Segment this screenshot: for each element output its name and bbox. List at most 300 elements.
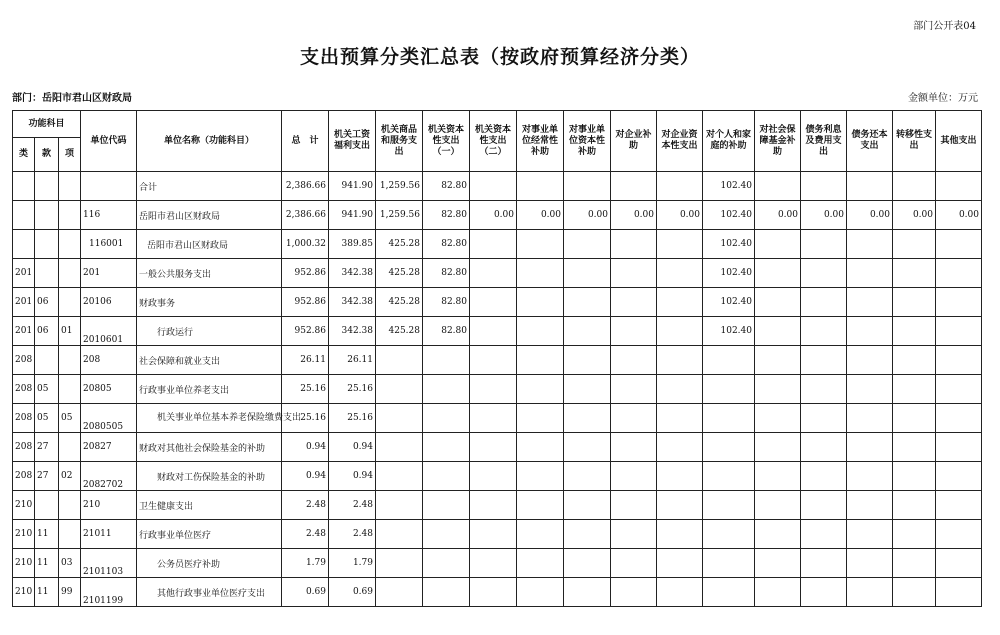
cell-xiang: 01 <box>59 317 81 346</box>
cell-col-12 <box>847 433 893 462</box>
cell-kuan <box>35 201 59 230</box>
header-func-subject: 功能科目 <box>13 111 81 138</box>
cell-unit-name: 财政事务 <box>137 288 282 317</box>
cell-col-3 <box>423 578 470 607</box>
cell-col-14 <box>936 462 982 491</box>
cell-col-9 <box>703 404 755 433</box>
cell-col-11 <box>801 230 847 259</box>
cell-col-2 <box>376 491 423 520</box>
cell-col-6: 0.00 <box>564 201 611 230</box>
cell-unit-name: 财政对工伤保险基金的补助 <box>137 462 282 491</box>
header-col-11: 债务利息及费用支出 <box>801 111 847 172</box>
cell-col-7 <box>611 346 657 375</box>
cell-lei: 208 <box>13 375 35 404</box>
cell-col-12 <box>847 259 893 288</box>
cell-col-6 <box>564 520 611 549</box>
cell-col-7 <box>611 549 657 578</box>
cell-col-4 <box>470 549 517 578</box>
cell-unit-code: 2101103 <box>81 549 137 578</box>
cell-col-13 <box>893 491 936 520</box>
cell-col-11 <box>801 549 847 578</box>
cell-col-13 <box>893 578 936 607</box>
cell-col-12 <box>847 317 893 346</box>
cell-total: 0.94 <box>282 433 329 462</box>
table-row <box>13 172 982 201</box>
cell-col-10 <box>755 317 801 346</box>
table-row <box>13 317 982 346</box>
cell-col-1: 2.48 <box>329 491 376 520</box>
cell-lei: 210 <box>13 491 35 520</box>
cell-col-11 <box>801 172 847 201</box>
department-label: 部门：岳阳市君山区财政局 <box>12 93 132 104</box>
cell-col-9 <box>703 578 755 607</box>
cell-col-2: 425.28 <box>376 230 423 259</box>
cell-col-2: 425.28 <box>376 288 423 317</box>
cell-col-5 <box>517 520 564 549</box>
cell-col-9: 102.40 <box>703 288 755 317</box>
cell-col-5 <box>517 462 564 491</box>
header-col-14: 其他支出 <box>936 111 982 172</box>
cell-col-1: 342.38 <box>329 259 376 288</box>
header-unit-code: 单位代码 <box>81 111 137 172</box>
cell-kuan <box>35 259 59 288</box>
cell-col-7: 0.00 <box>611 201 657 230</box>
cell-col-13 <box>893 549 936 578</box>
cell-col-14 <box>936 549 982 578</box>
cell-col-6 <box>564 172 611 201</box>
cell-col-4 <box>470 433 517 462</box>
cell-unit-code: 2010601 <box>81 317 137 346</box>
cell-col-6 <box>564 346 611 375</box>
cell-col-3: 82.80 <box>423 288 470 317</box>
cell-kuan: 11 <box>35 578 59 607</box>
header-col-6: 对事业单位资本性补助 <box>564 111 611 172</box>
cell-col-6 <box>564 259 611 288</box>
cell-col-1: 2.48 <box>329 520 376 549</box>
budget-table <box>12 110 982 607</box>
cell-col-6 <box>564 462 611 491</box>
cell-col-7 <box>611 491 657 520</box>
cell-xiang <box>59 491 81 520</box>
cell-xiang <box>59 288 81 317</box>
cell-lei: 210 <box>13 549 35 578</box>
page-title: 支出预算分类汇总表（按政府预算经济分类） <box>299 46 700 68</box>
cell-col-5 <box>517 230 564 259</box>
cell-col-6 <box>564 433 611 462</box>
header-col-4: 机关资本性支出（二） <box>470 111 517 172</box>
cell-col-10 <box>755 520 801 549</box>
cell-lei: 208 <box>13 404 35 433</box>
cell-unit-name: 社会保障和就业支出 <box>137 346 282 375</box>
cell-col-11 <box>801 346 847 375</box>
cell-col-14 <box>936 172 982 201</box>
header-col-10: 对社会保障基金补助 <box>755 111 801 172</box>
cell-col-4 <box>470 317 517 346</box>
cell-kuan <box>35 346 59 375</box>
cell-col-12: 0.00 <box>847 201 893 230</box>
cell-col-6 <box>564 578 611 607</box>
cell-unit-name: 合计 <box>137 172 282 201</box>
header-col-13: 转移性支出 <box>893 111 936 172</box>
header-kuan: 款 <box>35 138 59 172</box>
cell-col-12 <box>847 346 893 375</box>
cell-total: 952.86 <box>282 317 329 346</box>
cell-lei: 208 <box>13 433 35 462</box>
cell-col-1: 389.85 <box>329 230 376 259</box>
cell-col-9 <box>703 375 755 404</box>
cell-col-9 <box>703 346 755 375</box>
cell-col-1: 25.16 <box>329 375 376 404</box>
cell-col-13 <box>893 462 936 491</box>
cell-unit-name: 财政对其他社会保险基金的补助 <box>137 433 282 462</box>
cell-col-10 <box>755 549 801 578</box>
cell-col-11 <box>801 288 847 317</box>
cell-total: 0.94 <box>282 462 329 491</box>
cell-col-3 <box>423 462 470 491</box>
cell-col-4 <box>470 346 517 375</box>
cell-col-9: 102.40 <box>703 317 755 346</box>
cell-col-13: 0.00 <box>893 201 936 230</box>
cell-col-10 <box>755 288 801 317</box>
table-row <box>13 433 982 462</box>
cell-col-1: 342.38 <box>329 288 376 317</box>
cell-col-6 <box>564 375 611 404</box>
cell-col-10 <box>755 578 801 607</box>
cell-col-14 <box>936 433 982 462</box>
cell-col-1: 0.69 <box>329 578 376 607</box>
cell-col-9: 102.40 <box>703 201 755 230</box>
cell-col-4 <box>470 404 517 433</box>
cell-col-3: 82.80 <box>423 259 470 288</box>
cell-total: 952.86 <box>282 288 329 317</box>
cell-lei <box>13 201 35 230</box>
cell-total: 2.48 <box>282 491 329 520</box>
cell-col-4 <box>470 259 517 288</box>
cell-col-3 <box>423 549 470 578</box>
cell-col-13 <box>893 259 936 288</box>
header-col-2: 机关商品和服务支出 <box>376 111 423 172</box>
header-col-5: 对事业单位经常性补助 <box>517 111 564 172</box>
header-col-7: 对企业补助 <box>611 111 657 172</box>
cell-lei: 210 <box>13 578 35 607</box>
cell-col-7 <box>611 520 657 549</box>
header-xiang: 项 <box>59 138 81 172</box>
cell-col-3: 82.80 <box>423 230 470 259</box>
cell-xiang <box>59 346 81 375</box>
cell-col-9 <box>703 433 755 462</box>
cell-unit-name: 一般公共服务支出 <box>137 259 282 288</box>
cell-total: 0.69 <box>282 578 329 607</box>
cell-xiang <box>59 230 81 259</box>
cell-lei: 208 <box>13 346 35 375</box>
cell-col-13 <box>893 375 936 404</box>
cell-col-3 <box>423 520 470 549</box>
cell-col-5 <box>517 578 564 607</box>
cell-unit-name: 卫生健康支出 <box>137 491 282 520</box>
cell-col-11 <box>801 375 847 404</box>
form-number: 部门公开表04 <box>913 21 976 32</box>
cell-unit-name: 行政事业单位医疗 <box>137 520 282 549</box>
cell-col-9: 102.40 <box>703 172 755 201</box>
cell-col-4 <box>470 491 517 520</box>
cell-col-14 <box>936 404 982 433</box>
cell-col-14 <box>936 375 982 404</box>
cell-col-8 <box>657 549 703 578</box>
cell-xiang <box>59 201 81 230</box>
table-row <box>13 491 982 520</box>
cell-col-11 <box>801 491 847 520</box>
cell-total: 1,000.32 <box>282 230 329 259</box>
cell-col-1: 26.11 <box>329 346 376 375</box>
header-lei: 类 <box>13 138 35 172</box>
cell-col-7 <box>611 462 657 491</box>
cell-total: 26.11 <box>282 346 329 375</box>
cell-unit-name: 公务员医疗补助 <box>137 549 282 578</box>
cell-col-2: 425.28 <box>376 317 423 346</box>
cell-col-7 <box>611 288 657 317</box>
cell-kuan: 27 <box>35 433 59 462</box>
cell-col-5 <box>517 346 564 375</box>
header-col-3: 机关资本性支出（一） <box>423 111 470 172</box>
cell-col-6 <box>564 317 611 346</box>
cell-col-10 <box>755 230 801 259</box>
cell-unit-code: 2101199 <box>81 578 137 607</box>
cell-col-14 <box>936 491 982 520</box>
cell-col-2 <box>376 404 423 433</box>
cell-col-8 <box>657 317 703 346</box>
cell-col-12 <box>847 404 893 433</box>
cell-col-2 <box>376 462 423 491</box>
cell-total: 2,386.66 <box>282 201 329 230</box>
cell-col-11 <box>801 578 847 607</box>
header-col-8: 对企业资本性支出 <box>657 111 703 172</box>
cell-total: 2,386.66 <box>282 172 329 201</box>
cell-col-7 <box>611 375 657 404</box>
table-row <box>13 259 982 288</box>
table-row <box>13 520 982 549</box>
cell-col-7 <box>611 404 657 433</box>
cell-col-3: 82.80 <box>423 201 470 230</box>
cell-col-8 <box>657 288 703 317</box>
cell-col-5 <box>517 404 564 433</box>
cell-col-7 <box>611 433 657 462</box>
cell-col-4 <box>470 375 517 404</box>
cell-kuan: 06 <box>35 288 59 317</box>
cell-col-8 <box>657 462 703 491</box>
cell-col-13 <box>893 433 936 462</box>
cell-unit-code: 20827 <box>81 433 137 462</box>
cell-kuan: 05 <box>35 404 59 433</box>
cell-unit-code: 21011 <box>81 520 137 549</box>
cell-col-5 <box>517 549 564 578</box>
cell-col-9 <box>703 520 755 549</box>
cell-col-11 <box>801 462 847 491</box>
cell-col-6 <box>564 404 611 433</box>
cell-unit-name: 其他行政事业单位医疗支出 <box>137 578 282 607</box>
cell-col-1: 342.38 <box>329 317 376 346</box>
table-row <box>13 346 982 375</box>
cell-col-9 <box>703 462 755 491</box>
cell-xiang <box>59 172 81 201</box>
cell-xiang: 05 <box>59 404 81 433</box>
cell-col-4: 0.00 <box>470 201 517 230</box>
cell-total: 952.86 <box>282 259 329 288</box>
cell-col-8 <box>657 346 703 375</box>
cell-kuan: 11 <box>35 549 59 578</box>
cell-col-11 <box>801 259 847 288</box>
cell-col-2 <box>376 520 423 549</box>
table-row <box>13 549 982 578</box>
cell-col-12 <box>847 549 893 578</box>
cell-col-13 <box>893 230 936 259</box>
cell-lei: 201 <box>13 288 35 317</box>
cell-xiang <box>59 259 81 288</box>
cell-kuan: 11 <box>35 520 59 549</box>
cell-xiang <box>59 433 81 462</box>
cell-col-2: 1,259.56 <box>376 201 423 230</box>
cell-total: 25.16 <box>282 375 329 404</box>
table-row <box>13 230 982 259</box>
cell-xiang: 99 <box>59 578 81 607</box>
cell-col-11 <box>801 317 847 346</box>
cell-col-8: 0.00 <box>657 201 703 230</box>
header-total: 总 计 <box>282 111 329 172</box>
cell-col-7 <box>611 578 657 607</box>
cell-xiang <box>59 375 81 404</box>
cell-total: 1.79 <box>282 549 329 578</box>
cell-col-7 <box>611 172 657 201</box>
cell-col-9: 102.40 <box>703 259 755 288</box>
cell-col-6 <box>564 230 611 259</box>
cell-col-5 <box>517 375 564 404</box>
table-row <box>13 201 982 230</box>
cell-unit-name: 机关事业单位基本养老保险缴费支出 <box>137 404 282 433</box>
cell-col-6 <box>564 288 611 317</box>
cell-col-4 <box>470 230 517 259</box>
cell-col-12 <box>847 520 893 549</box>
cell-col-8 <box>657 433 703 462</box>
table-row <box>13 375 982 404</box>
cell-kuan: 05 <box>35 375 59 404</box>
cell-col-2 <box>376 375 423 404</box>
cell-col-14 <box>936 230 982 259</box>
cell-col-1: 941.90 <box>329 172 376 201</box>
cell-col-5 <box>517 317 564 346</box>
cell-col-3 <box>423 491 470 520</box>
cell-col-14 <box>936 259 982 288</box>
cell-col-4 <box>470 520 517 549</box>
cell-total: 25.16 <box>282 404 329 433</box>
cell-col-4 <box>470 578 517 607</box>
cell-unit-code: 210 <box>81 491 137 520</box>
cell-col-5 <box>517 172 564 201</box>
table-row <box>13 462 982 491</box>
cell-col-3: 82.80 <box>423 172 470 201</box>
cell-col-12 <box>847 491 893 520</box>
cell-unit-code: 2082702 <box>81 462 137 491</box>
cell-lei: 201 <box>13 317 35 346</box>
cell-lei <box>13 230 35 259</box>
cell-col-10 <box>755 172 801 201</box>
cell-col-11: 0.00 <box>801 201 847 230</box>
cell-lei: 208 <box>13 462 35 491</box>
cell-unit-code: 20805 <box>81 375 137 404</box>
cell-col-14 <box>936 288 982 317</box>
cell-col-9 <box>703 491 755 520</box>
cell-unit-code: 208 <box>81 346 137 375</box>
cell-col-2 <box>376 578 423 607</box>
cell-col-7 <box>611 230 657 259</box>
cell-col-1: 25.16 <box>329 404 376 433</box>
cell-col-5 <box>517 491 564 520</box>
table-row <box>13 288 982 317</box>
cell-col-13 <box>893 288 936 317</box>
cell-xiang <box>59 520 81 549</box>
cell-col-8 <box>657 230 703 259</box>
cell-col-14: 0.00 <box>936 201 982 230</box>
cell-col-14 <box>936 317 982 346</box>
cell-col-5: 0.00 <box>517 201 564 230</box>
cell-kuan <box>35 172 59 201</box>
cell-unit-name: 岳阳市君山区财政局 <box>137 230 282 259</box>
cell-lei: 210 <box>13 520 35 549</box>
cell-col-3 <box>423 404 470 433</box>
cell-lei: 201 <box>13 259 35 288</box>
cell-kuan: 06 <box>35 317 59 346</box>
cell-col-8 <box>657 375 703 404</box>
cell-col-7 <box>611 317 657 346</box>
cell-kuan <box>35 230 59 259</box>
cell-lei <box>13 172 35 201</box>
cell-col-8 <box>657 404 703 433</box>
cell-xiang: 03 <box>59 549 81 578</box>
cell-col-14 <box>936 346 982 375</box>
cell-col-10 <box>755 375 801 404</box>
cell-col-13 <box>893 520 936 549</box>
cell-col-12 <box>847 288 893 317</box>
cell-col-5 <box>517 433 564 462</box>
cell-col-2 <box>376 549 423 578</box>
cell-kuan: 27 <box>35 462 59 491</box>
cell-col-8 <box>657 491 703 520</box>
cell-unit-code: 116001 <box>81 230 137 259</box>
table-row <box>13 578 982 607</box>
cell-col-10 <box>755 346 801 375</box>
amount-unit-label: 金额单位：万元 <box>908 93 978 104</box>
cell-col-8 <box>657 578 703 607</box>
cell-unit-code: 20106 <box>81 288 137 317</box>
cell-col-6 <box>564 549 611 578</box>
cell-col-4 <box>470 462 517 491</box>
cell-col-10 <box>755 433 801 462</box>
header-col-12: 债务还本支出 <box>847 111 893 172</box>
header-col-1: 机关工资福利支出 <box>329 111 376 172</box>
cell-unit-name: 行政运行 <box>137 317 282 346</box>
cell-col-3 <box>423 375 470 404</box>
cell-unit-code: 2080505 <box>81 404 137 433</box>
cell-col-4 <box>470 172 517 201</box>
cell-total: 2.48 <box>282 520 329 549</box>
cell-col-1: 0.94 <box>329 462 376 491</box>
cell-col-11 <box>801 404 847 433</box>
cell-col-6 <box>564 491 611 520</box>
cell-col-12 <box>847 578 893 607</box>
cell-col-14 <box>936 578 982 607</box>
cell-col-1: 941.90 <box>329 201 376 230</box>
cell-unit-code: 201 <box>81 259 137 288</box>
cell-col-8 <box>657 172 703 201</box>
cell-col-14 <box>936 520 982 549</box>
